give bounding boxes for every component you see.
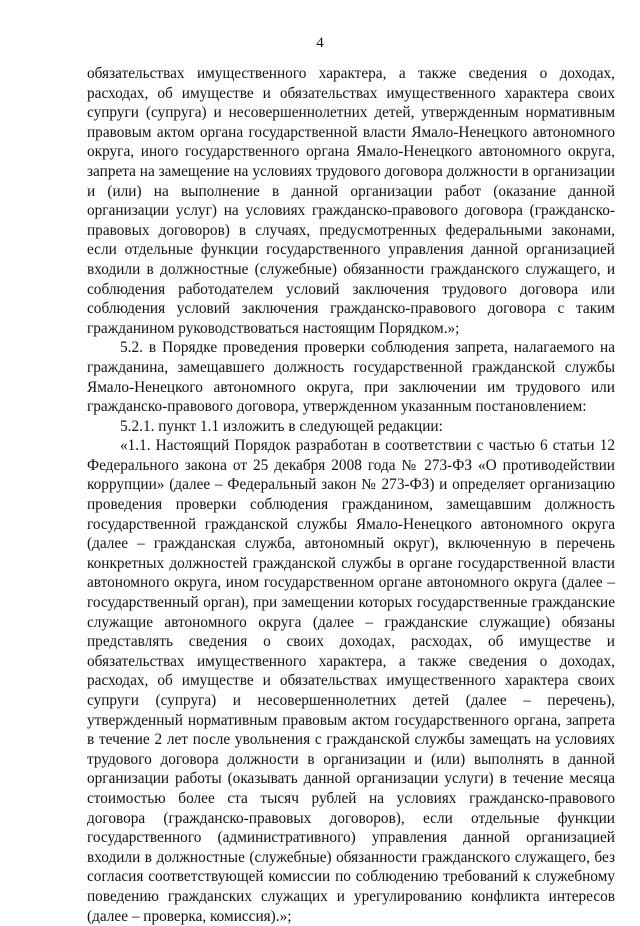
paragraph-section-5-2: 5.2. в Порядке проведения проверки соблюдения запрета, налагаемого на гражданина, замещавшего должность государственной гражданской службы Ямало-Ненецкого автономного округа, при заключении им трудового или гражданско-правового договора, утвержденном указанным постановлением: (87, 339, 615, 416)
page-number: 4 (316, 35, 324, 51)
paragraph-section-5-2-1: 5.2.1. пункт 1.1 изложить в следующей редакции: (120, 417, 443, 435)
document-body (87, 64, 615, 926)
paragraph-continuation: обязательствах имущественного характера, а также сведения о доходах, расходах, об имуществе и обязательствах имущественного характера своих супруги (супруга) и несовершеннолетних детей, утвержденным нормативным правовым актом органа государственной власти Ямало-Ненецкого автономного округа, иного государственного органа Ямало-Ненецкого автономного округа, запрета на замещение на условиях трудового договора должности в организации и (или) на выполнение в данной организации работ (оказание данной организации услуг) на условиях гражданско-правового договора (гражданско-правовых договоров) в случаях, предусмотренных федеральными законами, если отдельные функции государственного управления данной организацией входили в должностные (служебные) обязанности гражданского служащего, и соблюдения работодателем условий заключения трудового договора или соблюдения условий заключения гражданско-правового договора с таким гражданином руководствоваться настоящим Порядком.»; (87, 65, 615, 337)
paragraph-clause-1-1: «1.1. Настоящий Порядок разработан в соответствии с частью 6 статьи 12 Федерального закона от 25 декабря 2008 года № 273-ФЗ «О противодействии коррупции» (далее – Федеральный закон № 273-ФЗ) и определяет организацию проведения проверки соблюдения гражданином, замещавшим должность государственной гражданской службы Ямало-Ненецкого автономного округа (далее – гражданская служба, автономный округ), включенную в перечень конкретных должностей гражданской службы в органе государственной власти автономного округа, ином государственном органе автономного округа (далее – государственный орган), при замещении которых государственные гражданские служащие автономного округа (далее – гражданские служащие) обязаны представлять сведения о своих доходах, расходах, об имуществе и обязательствах имущественного характера, а также сведения о доходах, расходах, об имуществе и обязательствах имущественного характера своих супруги (супруга) и несовершеннолетних детей (далее – перечень), утвержденный нормативным правовым актом государственного органа, запрета в течение 2 лет после увольнения с гражданской службы замещать на условиях трудового договора должности в организации и (или) выполнять в данной организации работы (оказывать данной организации услуги) в течение месяца стоимостью более ста тысяч рублей на условиях гражданско-правового договора (гражданско-правовых договоров), если отдельные функции государственного (административного) управления данной организацией входили в должностные (служебные) обязанности гражданского служащего, без согласия соответствующей комиссии по соблюдению требований к служебному поведению гражданских служащих и урегулированию конфликта интересов (далее – проверка, комиссия).»; (87, 437, 615, 925)
